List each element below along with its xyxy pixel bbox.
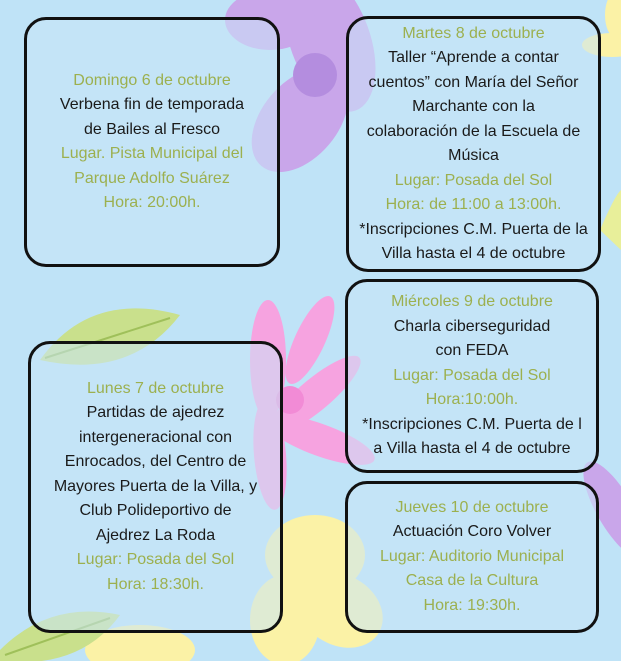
event-date: Martes 8 de octubre (402, 24, 545, 42)
leaf-icon (600, 190, 621, 250)
event-description: cuentos” con María del Señor (368, 73, 579, 91)
event-note: a Villa hasta el 4 de octubre (373, 440, 571, 458)
event-note: Villa hasta el 4 de octubre (381, 245, 566, 262)
event-description: Ajedrez La Roda (95, 526, 216, 544)
event-note: *Inscripciones C.M. Puerta de l (362, 415, 582, 433)
event-date: Miércoles 9 de octubre (391, 293, 553, 311)
event-location: Parque Adolfo Suárez (74, 169, 230, 187)
event-time: Hora: 18:30h. (107, 575, 204, 593)
event-time: Hora: de 11:00 a 13:00h. (385, 196, 562, 213)
event-date: Jueves 10 de octubre (395, 498, 549, 516)
event-time: Hora:10:00h. (425, 391, 519, 409)
event-time: Hora: 20:00h. (103, 194, 201, 211)
event-description: con FEDA (435, 342, 509, 360)
event-description: Enrocados, del Centro de (64, 453, 247, 471)
event-description: Taller “Aprende a contar (388, 49, 559, 66)
event-location: Lugar: Posada del Sol (76, 551, 235, 569)
event-card-jueves (345, 481, 599, 633)
event-location: Lugar: Posada del Sol (394, 171, 553, 189)
event-card-martes (346, 16, 601, 272)
event-location: Lugar: Posada del Sol (393, 366, 551, 384)
event-description: Verbena fin de temporada (59, 96, 245, 113)
event-note: *Inscripciones C.M. Puerta de la (359, 220, 588, 238)
event-description: intergeneracional con (79, 428, 232, 446)
event-description: Marchante con la (412, 98, 535, 115)
event-description: Actuación Coro Volver (392, 523, 552, 541)
event-time: Hora: 19:30h. (423, 596, 521, 614)
event-card-lunes (28, 341, 283, 633)
event-date: Lunes 7 de octubre (87, 379, 224, 397)
event-location: Casa de la Cultura (405, 572, 539, 590)
event-date: Domingo 6 de octubre (73, 71, 231, 89)
event-card-domingo (24, 17, 280, 267)
event-card-miercoles (345, 279, 599, 473)
event-description: Mayores Puerta de la Villa, y (53, 477, 258, 495)
event-description: Partidas de ajedrez (86, 404, 225, 422)
event-description: de Bailes al Fresco (83, 120, 221, 138)
event-description: Club Polideportivo de (79, 502, 232, 520)
event-location: Lugar: Auditorio Municipal (379, 547, 565, 565)
event-description: Charla ciberseguridad (393, 317, 551, 335)
event-location: Lugar. Pista Municipal del (60, 145, 244, 162)
event-description: Música (448, 147, 499, 164)
event-description: colaboración de la Escuela de (366, 122, 581, 140)
